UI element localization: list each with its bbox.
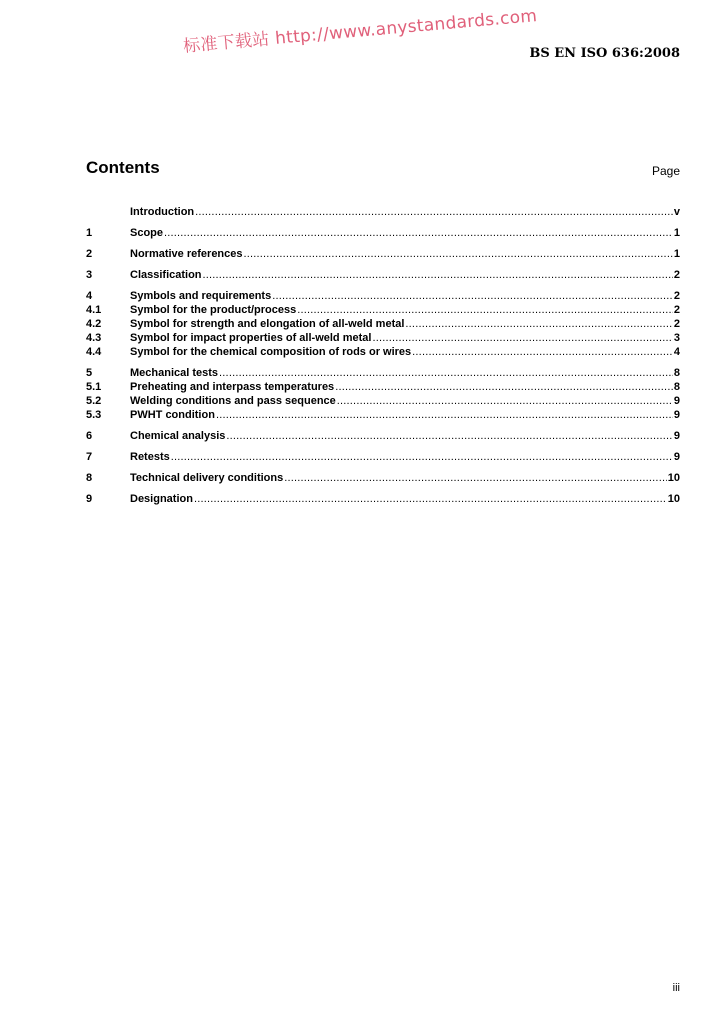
toc-entry-page: 9 xyxy=(673,395,680,407)
toc-entry-page: 4 xyxy=(673,346,680,358)
toc-leader-dots xyxy=(405,317,672,331)
toc-entry-page: 9 xyxy=(673,430,680,442)
toc-entry[interactable] xyxy=(86,366,680,380)
toc-leader-dots xyxy=(284,471,667,485)
toc-entry-title: Retests xyxy=(130,451,170,463)
toc-entry-number: 5.2 xyxy=(86,395,102,407)
toc-entry[interactable] xyxy=(86,226,680,240)
toc-entry[interactable] xyxy=(86,471,680,485)
toc-leader-dots xyxy=(216,408,673,422)
toc-entry-title: Symbol for the product/process xyxy=(130,304,297,316)
toc-entry-number: 2 xyxy=(86,248,93,260)
toc-entry[interactable] xyxy=(86,492,680,506)
toc-entry-page: 2 xyxy=(673,290,680,302)
toc-entry-number: 3 xyxy=(86,269,93,281)
toc-entry[interactable] xyxy=(86,394,680,408)
toc-entry-number: 4.3 xyxy=(86,332,102,344)
toc-entry-number: 7 xyxy=(86,451,93,463)
toc-entry-page: 2 xyxy=(673,318,680,330)
toc-entry[interactable] xyxy=(86,450,680,464)
toc-entry[interactable] xyxy=(86,317,680,331)
toc-entry-number: 8 xyxy=(86,472,93,484)
toc-entry-title: Mechanical tests xyxy=(130,367,219,379)
toc-entry-number: 5.1 xyxy=(86,381,102,393)
toc-entry-number: 5 xyxy=(86,367,93,379)
toc-entry-page: 9 xyxy=(673,451,680,463)
toc-entry-page: 8 xyxy=(673,381,680,393)
page-number: iii xyxy=(672,982,680,994)
toc-entry[interactable] xyxy=(86,345,680,359)
toc-leader-dots xyxy=(226,429,672,443)
toc-entry-title: Normative references xyxy=(130,248,243,260)
toc-leader-dots xyxy=(297,303,673,317)
toc-entry-number: 4.2 xyxy=(86,318,102,330)
toc-entry-title: Symbols and requirements xyxy=(130,290,272,302)
toc-entry[interactable] xyxy=(86,408,680,422)
document-id: BS EN ISO 636:2008 xyxy=(529,46,680,61)
toc-entry-number: 5.3 xyxy=(86,409,102,421)
toc-entry-title: Chemical analysis xyxy=(130,430,226,442)
toc-leader-dots xyxy=(337,394,673,408)
toc-entry-title: Symbol for impact properties of all-weld metal xyxy=(130,332,372,344)
toc-entry-title: Preheating and interpass temperatures xyxy=(130,381,335,393)
toc-leader-dots xyxy=(195,205,673,219)
toc-entry[interactable] xyxy=(86,289,680,303)
toc-entry-title: Technical delivery conditions xyxy=(130,472,284,484)
toc-entry-title: Classification xyxy=(130,269,202,281)
toc-entry[interactable] xyxy=(86,429,680,443)
toc-entry-page: v xyxy=(673,206,680,218)
toc-entry[interactable] xyxy=(86,268,680,282)
toc-entry[interactable] xyxy=(86,331,680,345)
toc-entry-page: 1 xyxy=(673,248,680,260)
toc-entry-title: Welding conditions and pass sequence xyxy=(130,395,336,407)
toc-leader-dots xyxy=(203,268,673,282)
toc-entry-number: 4.1 xyxy=(86,304,102,316)
toc-entry-page: 3 xyxy=(673,332,680,344)
toc-leader-dots xyxy=(372,331,672,345)
toc-entry-page: 2 xyxy=(673,304,680,316)
toc-entry-page: 8 xyxy=(673,367,680,379)
toc-entry[interactable] xyxy=(86,303,680,317)
toc-entry[interactable] xyxy=(86,205,680,219)
toc-leader-dots xyxy=(164,226,673,240)
toc-entry-page: 1 xyxy=(673,227,680,239)
toc-entry-number: 9 xyxy=(86,493,93,505)
toc-entry-title: PWHT condition xyxy=(130,409,215,421)
table-of-contents xyxy=(86,205,680,506)
toc-leader-dots xyxy=(244,247,673,261)
toc-entry-page: 10 xyxy=(667,472,680,484)
toc-entry-number: 4 xyxy=(86,290,93,302)
toc-entry-title: Introduction xyxy=(130,206,195,218)
toc-entry-number: 4.4 xyxy=(86,346,102,358)
toc-leader-dots xyxy=(335,380,673,394)
toc-entry-title: Scope xyxy=(130,227,164,239)
toc-entry-page: 2 xyxy=(673,269,680,281)
toc-entry-title: Designation xyxy=(130,493,193,505)
toc-entry-title: Symbol for strength and elongation of all-weld metal xyxy=(130,318,405,330)
toc-leader-dots xyxy=(272,289,673,303)
toc-entry[interactable] xyxy=(86,380,680,394)
toc-entry-number: 1 xyxy=(86,227,93,239)
watermark-text: 标准下载站 http://www.anystandards.com xyxy=(182,6,538,57)
toc-leader-dots xyxy=(194,492,667,506)
toc-entry[interactable] xyxy=(86,247,680,261)
contents-heading: Contents xyxy=(86,158,160,177)
toc-entry-page: 10 xyxy=(667,493,680,505)
toc-leader-dots xyxy=(219,366,673,380)
toc-leader-dots xyxy=(412,345,673,359)
toc-leader-dots xyxy=(171,450,673,464)
toc-entry-number: 6 xyxy=(86,430,93,442)
page-column-label: Page xyxy=(651,164,680,178)
toc-entry-page: 9 xyxy=(673,409,680,421)
toc-entry-title: Symbol for the chemical composition of rods or wires xyxy=(130,346,412,358)
